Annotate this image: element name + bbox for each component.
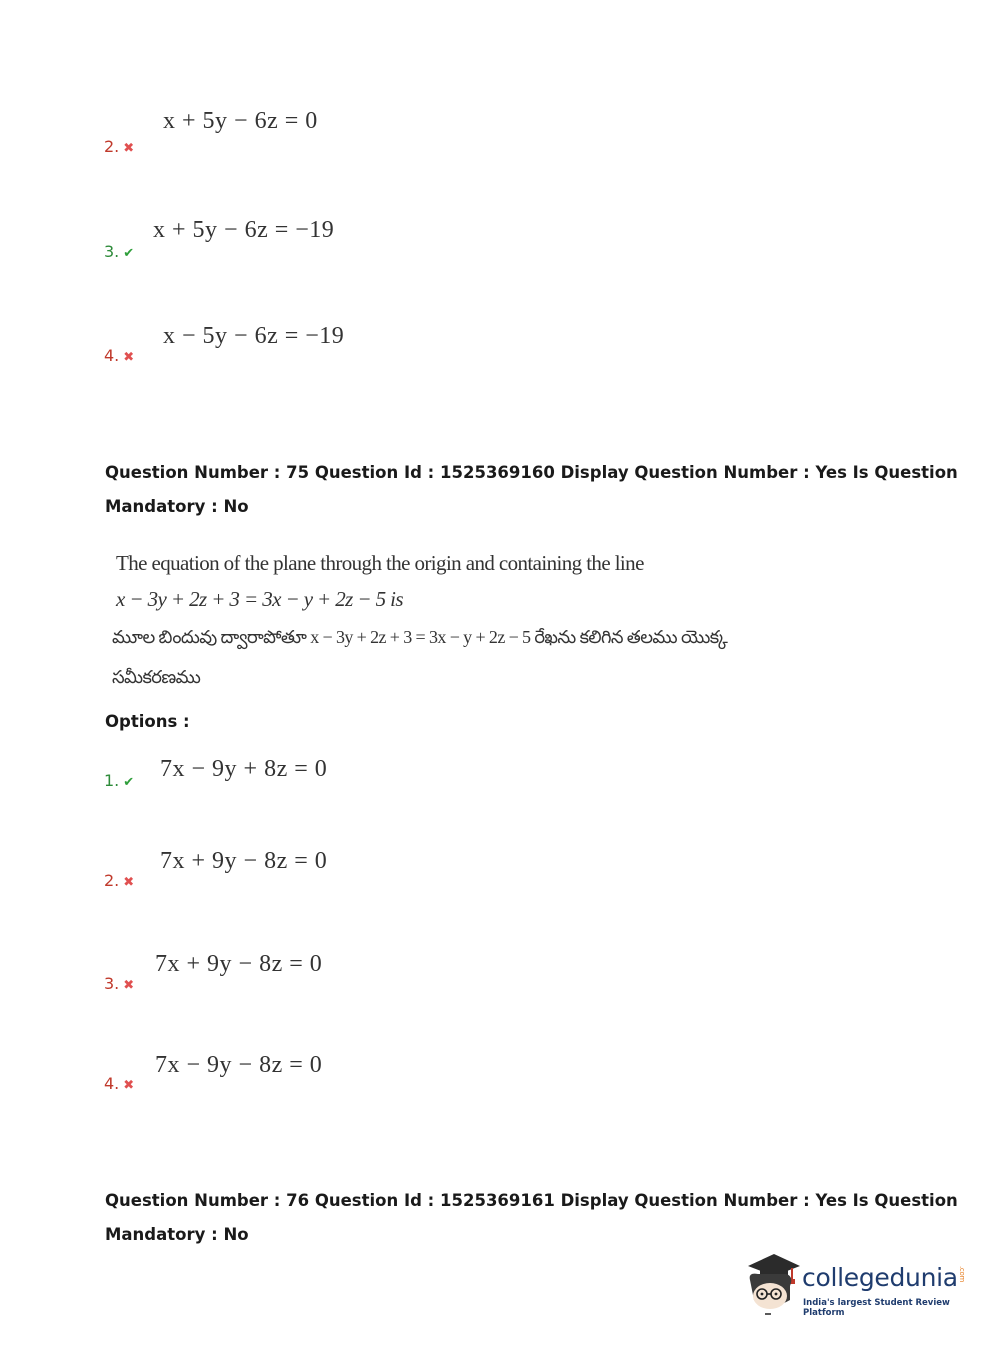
option-number-label: 3. — [104, 974, 120, 993]
option-number-label: 1. — [104, 771, 120, 790]
option-number-label: 4. — [104, 346, 120, 365]
option-number-label: 3. — [104, 242, 120, 261]
option-equation: 7x + 9y − 8z = 0 — [155, 951, 323, 977]
wrong-mark-icon: ✖ — [123, 875, 135, 890]
option-number — [104, 974, 134, 993]
mascot-icon — [740, 1250, 802, 1316]
question-text-line: The equation of the plane through the origin and containing the line — [116, 551, 644, 575]
option-equation: 7x − 9y + 8z = 0 — [160, 756, 328, 782]
option-number — [104, 871, 134, 890]
question-header-line2: Mandatory : No — [105, 1225, 249, 1244]
option-number — [104, 1074, 134, 1093]
wrong-mark-icon: ✖ — [123, 141, 135, 156]
option-number — [104, 137, 134, 156]
option-number — [104, 242, 134, 261]
collegedunia-logo — [740, 1250, 975, 1320]
option-equation: 7x − 9y − 8z = 0 — [155, 1052, 323, 1078]
option-equation: 7x + 9y − 8z = 0 — [160, 848, 328, 874]
question-text-telugu: మూల బిందువు ద్వారాపోతూ x − 3y + 2z + 3 = 3x − y + 2z − 5 రేఖను కలిగిన తలము యొక్క — [112, 627, 728, 647]
logo-wordmark: collegedunia.com — [802, 1263, 966, 1292]
question-text-line: x − 3y + 2z + 3 = 3x − y + 2z − 5 is — [116, 587, 403, 611]
options-label: Options : — [105, 712, 190, 731]
question-text-telugu: సమీకరణము — [112, 667, 201, 687]
correct-mark-icon: ✔ — [123, 775, 135, 790]
option-equation: x + 5y − 6z = −19 — [153, 217, 335, 243]
correct-mark-icon: ✔ — [123, 246, 135, 261]
option-number-label: 4. — [104, 1074, 120, 1093]
question-header-line2: Mandatory : No — [105, 497, 249, 516]
option-number-label: 2. — [104, 137, 120, 156]
option-equation: x + 5y − 6z = 0 — [163, 108, 318, 134]
logo-suffix: .com — [957, 1266, 966, 1282]
wrong-mark-icon: ✖ — [123, 350, 135, 365]
wrong-mark-icon: ✖ — [123, 1078, 135, 1093]
option-number — [104, 771, 134, 790]
question-header: Question Number : 75 Question Id : 1525369160 Display Question Number : Yes Is Question — [105, 463, 958, 482]
wrong-mark-icon: ✖ — [123, 978, 135, 993]
question-header: Question Number : 76 Question Id : 1525369161 Display Question Number : Yes Is Question — [105, 1191, 958, 1210]
option-equation: x − 5y − 6z = −19 — [163, 323, 345, 349]
option-number-label: 2. — [104, 871, 120, 890]
logo-tagline: India's largest Student Review Platform — [803, 1298, 950, 1318]
option-number — [104, 346, 134, 365]
